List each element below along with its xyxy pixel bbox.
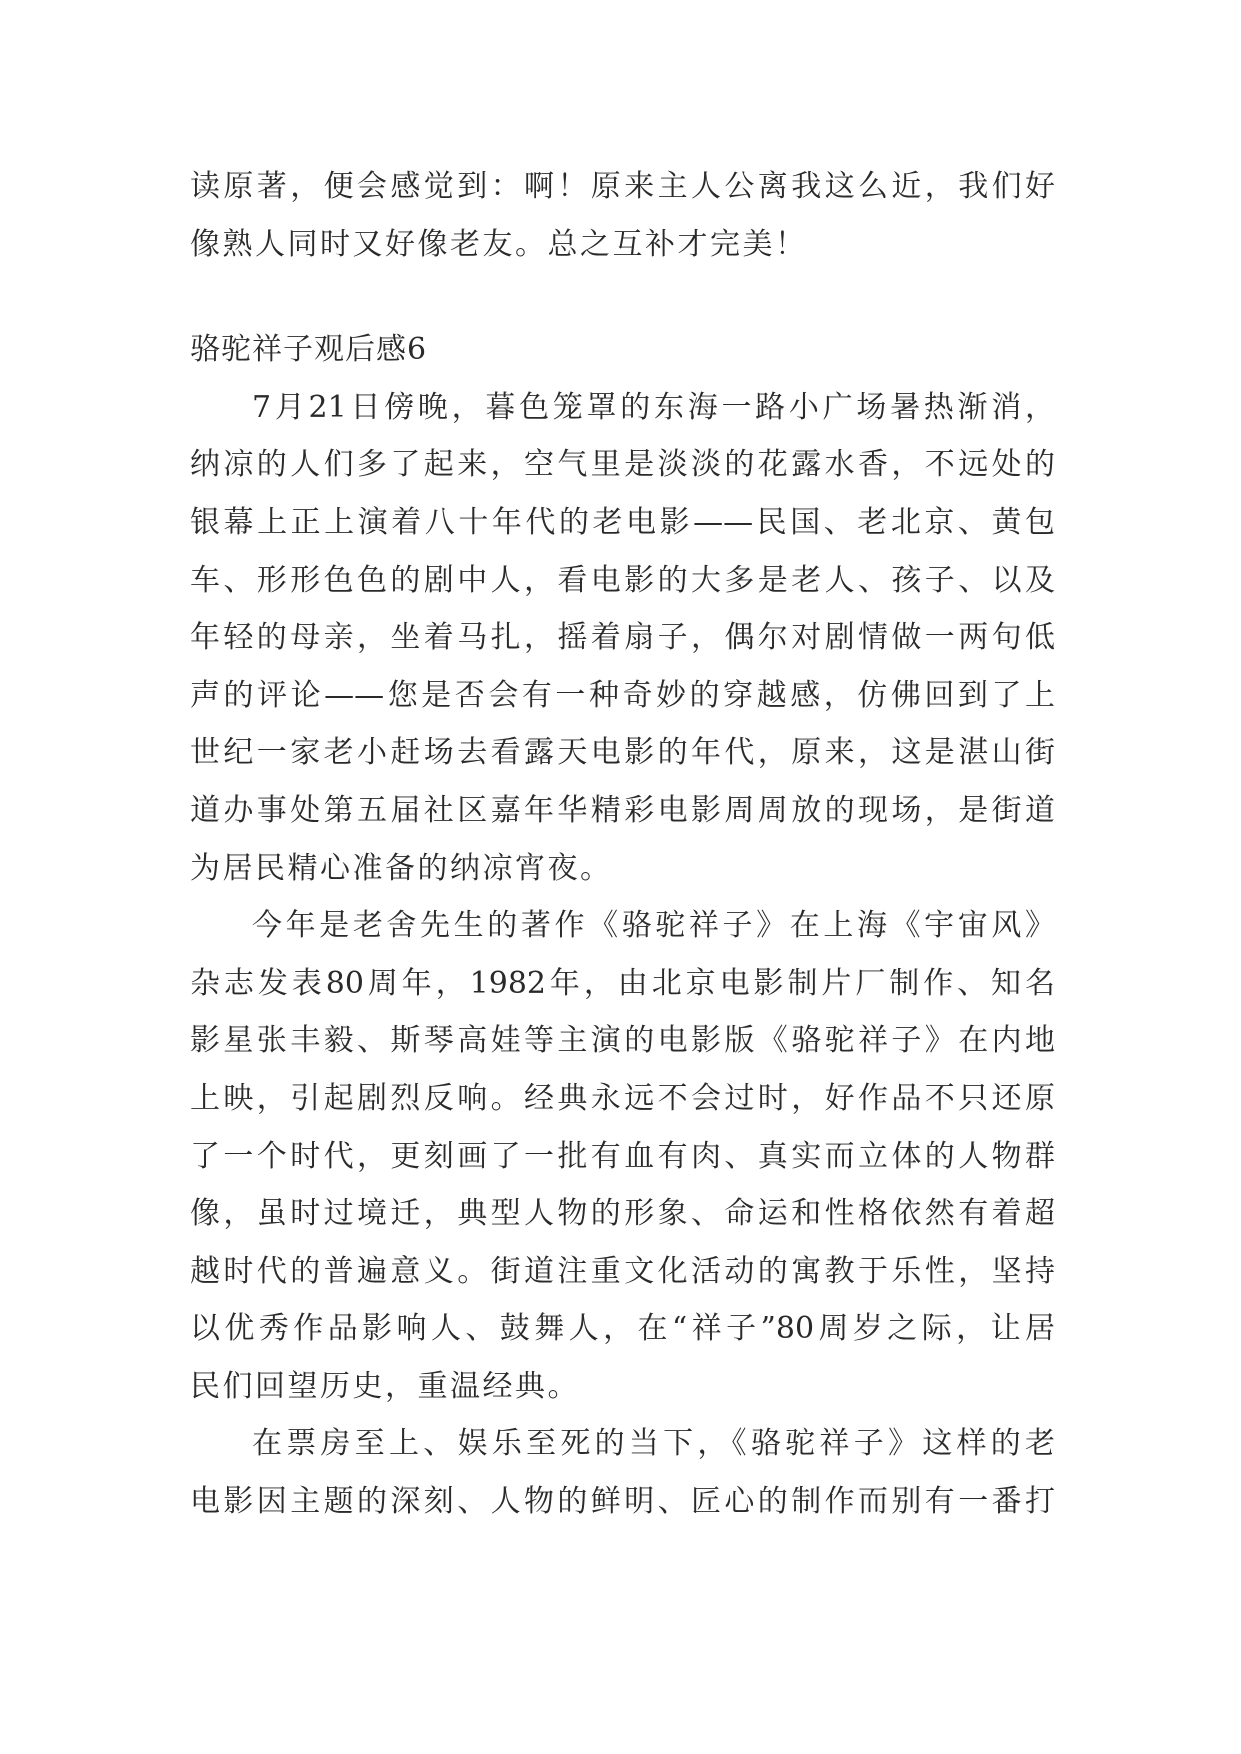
text-line: 像，虽时过境迁，典型人物的形象、命运和性格依然有着超 [190, 1196, 1055, 1232]
text-line: 民们回望历史，重温经典。 [190, 1368, 580, 1404]
text-line: 年轻的母亲，坐着马扎，摇着扇子，偶尔对剧情做一两句低 [190, 620, 1055, 656]
text-line: 为居民精心准备的纳凉宵夜。 [190, 850, 613, 886]
text-line: 影星张丰毅、斯琴高娃等主演的电影版《骆驼祥子》在内地 [190, 1023, 1055, 1059]
text-line: 纳凉的人们多了起来，空气里是淡淡的花露水香，不远处的 [190, 447, 1055, 483]
text-line: 以优秀作品影响人、鼓舞人，在“祥子”80周岁之际，让居 [190, 1311, 1055, 1347]
text-line: 像熟人同时又好像老友。总之互补才完美！ [190, 226, 808, 262]
paragraph-3 [190, 1415, 1055, 1530]
text-line: 道办事处第五届社区嘉年华精彩电影周周放的现场，是街道 [190, 792, 1055, 828]
text-line: 声的评论——您是否会有一种奇妙的穿越感，仿佛回到了上 [190, 677, 1055, 713]
text-line: 越时代的普遍意义。街道注重文化活动的寓教于乐性，坚持 [190, 1253, 1055, 1289]
text-line: 世纪一家老小赶场去看露天电影的年代，原来，这是湛山街 [190, 735, 1055, 771]
text-line: 车、形形色色的剧中人，看电影的大多是老人、孩子、以及 [190, 562, 1055, 598]
paragraph-2 [190, 897, 1055, 1415]
text-line: 7月21日傍晚，暮色笼罩的东海一路小广场暑热渐消， [252, 389, 1055, 425]
document-body [190, 158, 1055, 1531]
text-line: 银幕上正上演着八十年代的老电影——民国、老北京、黄包 [190, 504, 1055, 540]
text-line: 电影因主题的深刻、人物的鲜明、匠心的制作而别有一番打 [190, 1484, 1055, 1520]
text-line: 了一个时代，更刻画了一批有血有肉、真实而立体的人物群 [190, 1138, 1055, 1174]
text-line: 上映，引起剧烈反响。经典永远不会过时，好作品不只还原 [190, 1080, 1055, 1116]
text-line: 读原著，便会感觉到：啊！原来主人公离我这么近，我们好 [190, 169, 1055, 204]
paragraph-1 [190, 379, 1055, 897]
text-line: 在票房至上、娱乐至死的当下，《骆驼祥子》这样的老 [252, 1426, 1055, 1462]
text-line: 今年是老舍先生的著作《骆驼祥子》在上海《宇宙风》 [252, 908, 1055, 944]
text-line: 杂志发表80周年，1982年，由北京电影制片厂制作、知名 [190, 965, 1055, 1001]
intro-paragraph [190, 158, 1055, 273]
section-title: 骆驼祥子观后感6 [190, 332, 428, 368]
